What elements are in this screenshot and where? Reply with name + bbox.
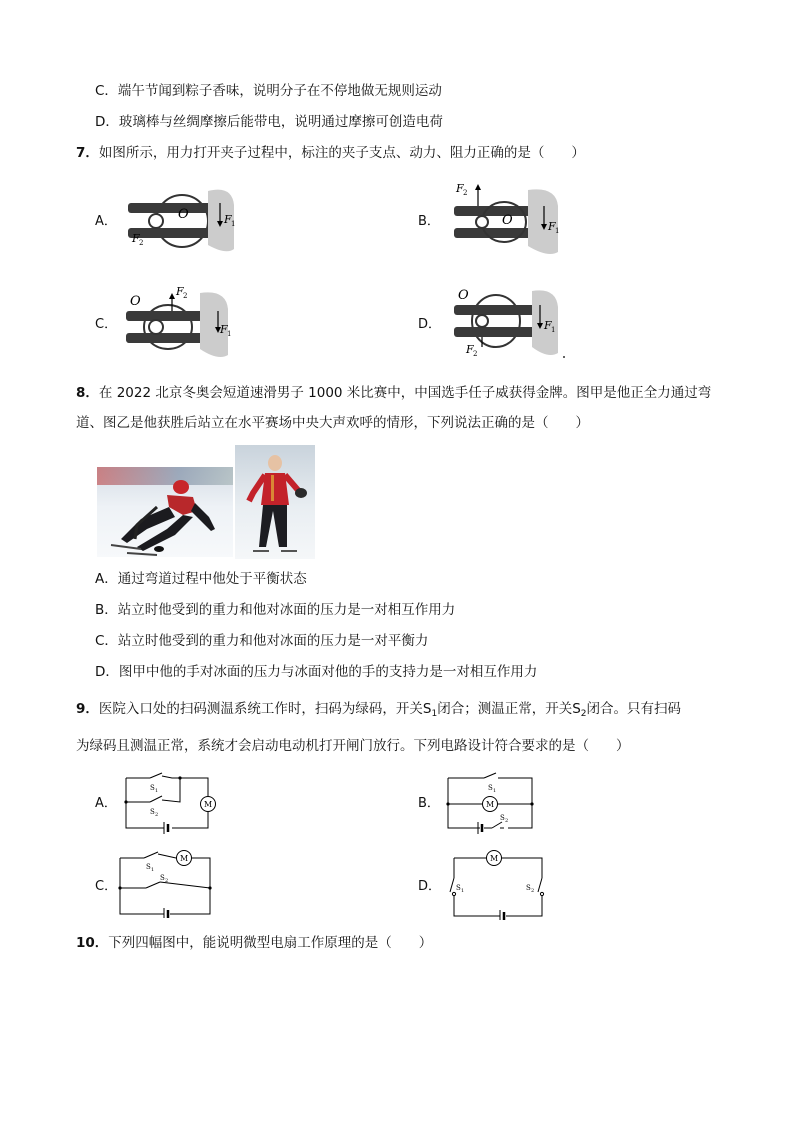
q9-number: 9．: [76, 701, 99, 717]
svg-text:O: O: [130, 294, 141, 309]
svg-text:S: S: [500, 814, 505, 822]
q7-clip-figure-b: [452, 182, 562, 260]
svg-text:2: 2: [531, 888, 535, 894]
skater-celebrating-photo: [235, 445, 315, 559]
q7-clip-figure-d: [452, 287, 570, 361]
q8-stem-line1: [76, 383, 711, 403]
q9-circuit-c: [116, 850, 214, 918]
svg-text:S: S: [456, 884, 461, 892]
svg-text:1: 1: [151, 867, 155, 873]
q9-stem-line2: 为绿码且测温正常，系统才会启动电动机打开闸门放行。下列电路设计符合要求的是（ ）: [76, 738, 630, 754]
q10-number: 10．: [76, 935, 109, 951]
q9-circuit-a: [120, 772, 220, 834]
svg-text:S: S: [150, 808, 155, 816]
q8-number: 8．: [76, 385, 99, 401]
q7-number: 7．: [76, 145, 99, 161]
svg-text:F: F: [176, 285, 184, 298]
q8-stem-line2: 道、图乙是他获胜后站立在水平赛场中央大声欢呼的情形，下列说法正确的是（ ）: [76, 415, 589, 431]
q9-circuit-b: [444, 772, 536, 834]
q9-stem-part-a: 医院入口处的扫码测温系统工作时，扫码为绿码，开关S: [98, 701, 432, 717]
svg-text:M: M: [204, 800, 213, 809]
q9-label-c: C．: [95, 879, 118, 894]
q8-option-c: C．站立时他受到的重力和他对冰面的压力是一对平衡力: [95, 633, 429, 649]
svg-text:O: O: [502, 213, 513, 228]
q7a-label-f1: F: [224, 213, 232, 226]
q9-s1-subscript: 1: [431, 709, 438, 719]
q7-label-b: B．: [418, 214, 440, 229]
svg-text:2: 2: [473, 350, 478, 358]
svg-text:F: F: [466, 343, 474, 356]
q7-label-d: D．: [418, 317, 442, 332]
q9-s2-subscript: 2: [580, 709, 587, 719]
svg-text:1: 1: [231, 220, 236, 228]
skater-cornering-photo: [97, 467, 233, 557]
svg-text:S: S: [150, 784, 155, 792]
svg-text:2: 2: [139, 239, 144, 247]
q7a-label-f2: F: [132, 232, 140, 245]
svg-text:2: 2: [155, 812, 159, 818]
svg-text:F: F: [220, 323, 228, 336]
svg-text:1: 1: [555, 227, 560, 235]
svg-text:O: O: [458, 288, 469, 303]
svg-text:F: F: [544, 319, 552, 332]
q6-option-d: D．玻璃棒与丝绸摩擦后能带电，说明通过摩擦可创造电荷: [95, 114, 443, 130]
svg-text:S: S: [160, 874, 165, 882]
svg-text:F: F: [548, 220, 556, 233]
q7-stem-text: 如图所示，用力打开夹子过程中，标注的夹子支点、动力、阻力正确的是（ ）: [98, 145, 585, 161]
q6-option-c: C．端午节闻到粽子香味，说明分子在不停地做无规则运动: [95, 83, 442, 99]
svg-text:1: 1: [227, 330, 232, 338]
svg-text:F: F: [456, 182, 464, 195]
q9-label-b: B．: [418, 796, 440, 811]
q7-clip-figure-a: [122, 185, 242, 257]
svg-text:1: 1: [551, 326, 556, 334]
svg-text:S: S: [488, 784, 493, 792]
q7-label-c: C．: [95, 317, 118, 332]
svg-text:M: M: [490, 854, 499, 863]
q8-option-a: A．通过弯道过程中他处于平衡状态: [95, 571, 307, 587]
q7a-label-o: O: [178, 207, 189, 222]
svg-text:1: 1: [461, 888, 465, 894]
svg-text:1: 1: [493, 788, 497, 794]
svg-text:M: M: [486, 800, 495, 809]
q8-stem-text-1: 在 2022 北京冬奥会短道速滑男子 1000 米比赛中，中国选手任子威获得金牌。图甲是他正全力通过弯: [98, 385, 712, 401]
q9-stem-part-b: 闭合；测温正常，开关S: [437, 701, 581, 717]
q8-option-b: B．站立时他受到的重力和他对冰面的压力是一对相互作用力: [95, 602, 456, 618]
svg-text:S: S: [526, 884, 531, 892]
q7-label-a: A．: [95, 214, 117, 229]
q9-circuit-d: [448, 848, 548, 920]
q7-clip-figure-c: [122, 283, 234, 361]
q9-label-a: A．: [95, 796, 117, 811]
svg-text:S: S: [146, 863, 151, 871]
svg-text:2: 2: [165, 878, 169, 884]
q9-stem-part-c: 闭合。只有扫码: [586, 701, 682, 717]
q9-stem-line1: [76, 699, 681, 724]
q10-stem-text: 下列四幅图中，能说明微型电扇工作原理的是（ ）: [108, 935, 433, 951]
q9-label-d: D．: [418, 879, 442, 894]
q8-option-d: D．图甲中他的手对冰面的压力与冰面对他的手的支持力是一对相互作用力: [95, 664, 538, 680]
svg-text:2: 2: [463, 189, 468, 197]
q7-stem: [76, 143, 585, 163]
svg-text:2: 2: [183, 292, 188, 300]
svg-text:2: 2: [505, 818, 509, 824]
q10-stem: [76, 933, 432, 953]
svg-text:1: 1: [155, 788, 159, 794]
svg-text:M: M: [180, 854, 189, 863]
